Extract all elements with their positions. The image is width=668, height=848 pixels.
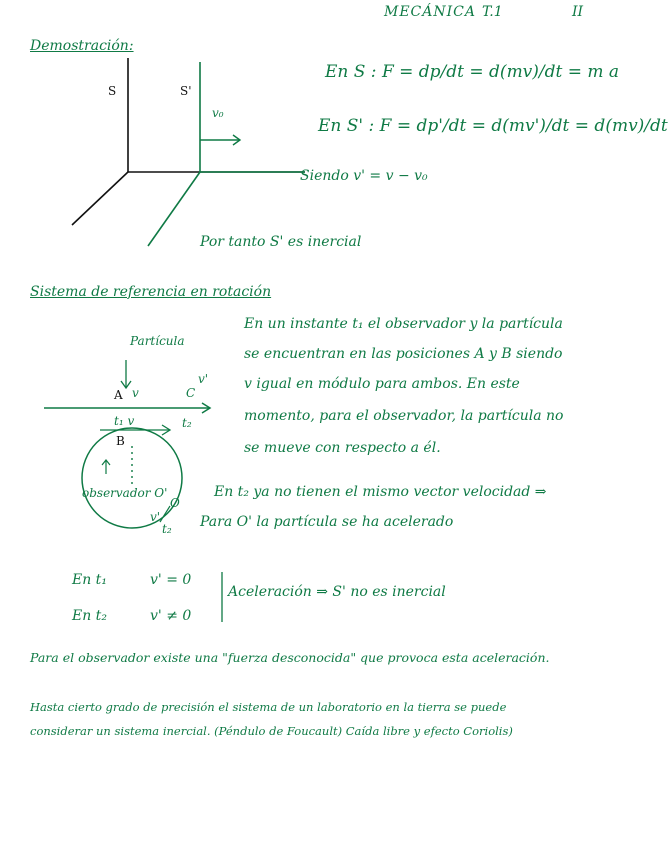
header-subject: MECÁNICA [384, 4, 476, 20]
rotation-line-3: v igual en módulo para ambos. En este [244, 376, 520, 392]
rotation-heading: Sistema de referencia en rotación [30, 284, 272, 300]
case-1-time: En t₁ [72, 572, 107, 588]
final-note-1: Hasta cierto grado de precisión el sistema de un laboratorio en la tierra se puede [30, 700, 507, 714]
header-topic: T.1 [482, 4, 503, 20]
siendo-relation: Siendo v' = v − v₀ [300, 168, 428, 184]
rotation-line-1: En un instante t₁ el observador y la partícula [244, 316, 563, 332]
vector-v-prime-bottom: v' [150, 510, 161, 524]
case-2-time: En t₂ [72, 608, 107, 624]
t2-label-circle: t₂ [162, 522, 172, 536]
point-b: B [116, 434, 125, 448]
force-statement: Para el observador existe una "fuerza desconocida" que provoca esta aceleración. [30, 650, 550, 665]
v0-label: v₀ [212, 106, 224, 120]
t2-statement: En t₂ ya no tienen el mismo vector velocidad ⇒ [214, 484, 547, 500]
observer-label: observador O' [82, 486, 168, 500]
frame-s-label: S [108, 84, 117, 98]
final-note-2: considerar un sistema inercial. (Péndulo de Foucault) Caída libre y efecto Coriolis) [30, 724, 513, 738]
case-2-value: v' ≠ 0 [150, 608, 192, 624]
frame-s-prime-label: S' [180, 84, 192, 98]
equation-s: En S : F = dp/dt = d(mv)/dt = m a [325, 62, 620, 82]
t2-label-axis: t₂ [182, 416, 192, 430]
point-a: A [114, 388, 123, 402]
equation-s-prime: En S' : F = dp'/dt = d(mv')/dt = d(mv)/dt [318, 116, 668, 136]
vector-v-top: v [132, 386, 139, 400]
particle-label: Partícula [130, 334, 185, 348]
demo-conclusion: Por tanto S' es inercial [200, 234, 362, 250]
case-1-value: v' = 0 [150, 572, 192, 588]
rotation-line-2: se encuentran en las posiciones A y B siendo [244, 346, 563, 362]
t2-statement-2: Para O' la partícula se ha acelerado [200, 514, 454, 530]
rotation-line-5: se mueve con respecto a él. [244, 440, 441, 456]
point-o: O [170, 496, 180, 510]
header-page-number: II [572, 4, 584, 20]
point-c: C [186, 386, 196, 400]
demo-heading: Demostración: [30, 38, 134, 54]
vector-v-prime-top: v' [198, 372, 209, 386]
rotation-line-4: momento, para el observador, la partícula no [244, 408, 564, 424]
acceleration-result: Aceleración ⇒ S' no es inercial [228, 584, 446, 600]
t1-v-label: t₁ v [114, 414, 135, 428]
